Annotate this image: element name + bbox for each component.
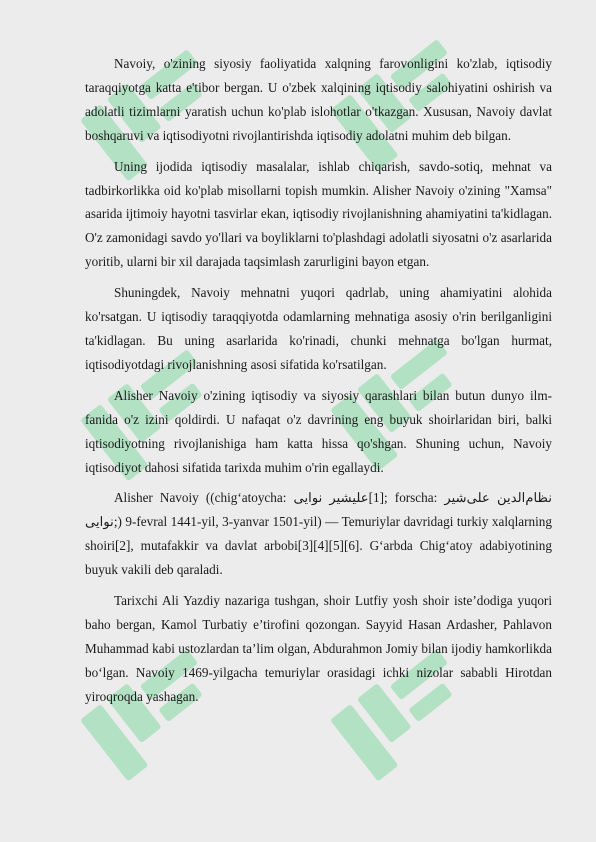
paragraph: Navoiy, o'zining siyosiy faoliyatida xalqning farovonligini ko'zlab, iqtisodiy taraqqiyotga katta e'tibor bergan. U o'zbek xalqining iqtisodiy salohiyatini oshirish va adolatli tizimlarni yaratish uchun ko'plab islohotlar o'tkazgan. Xususan, Navoiy davlat boshqaruvi va iqtisodiyotni rivojlantirishda iqtisodiy adolatni muhim deb bilgan. bbox=[85, 56, 552, 143]
paragraph: Alisher Navoiy o'zining iqtisodiy va siyosiy qarashlari bilan butun dunyo ilm-fanida o'z izini qoldirdi. U nafaqat o'z davrining eng buyuk shoirlaridan biri, balki iqtisodiyotning rivojlanishiga ham katta hissa qo'shgan. Shuning uchun, Navoiy iqtisodiyot dahosi sifatida tarixda muhim o'rin egallaydi. bbox=[85, 387, 552, 475]
paragraph: Alisher Navoiy ((chig‘atoycha: علیشیر نوایی‎[1]; forscha: نظام‌الدین علی‌شیر نوایی‎;) 9-fevral 1441-yil, 3-yanvar 1501-yil) — Temuriylar davridagi turkiy xalqlarning shoiri[2], mutafakkir va davlat arbobi[3][4][5][6]. G‘arbda Chig‘atoy adabiyotining buyuk vakili deb qaraladi. bbox=[85, 490, 552, 578]
paragraph: Uning ijodida iqtisodiy masalalar, ishlab chiqarish, savdo-sotiq, mehnat va tadbirkorlikka oid ko'plab misollarni topish mumkin. Alisher Navoiy o'zining "Xamsa" asarida ijtimoiy hayotni tasvirlar ekan, iqtisodiy rivojlanishning ahamiyatini ta'kidlagan. O'z zamonidagi savdo yo'llari va boyliklarni to'plashdagi adolatli siyosatni o'z asarlarida yoritib, ularni bir xil darajada taqsimlash zarurligini bayon etgan. bbox=[85, 158, 552, 270]
paragraph: Shuningdek, Navoiy mehnatni yuqori qadrlab, uning ahamiyatini alohida ko'rsatgan. U iqtisodiy taraqqiyotda odamlarning mehnatiga asosiy o'rin berilganligini ta'kidlagan. Bu uning asarlarida ko'rinadi, chunki mehnatga bo'lgan hurmat, iqtisodiyotdagi rivojlanishning asosi sifatida ko'rsatilgan. bbox=[85, 285, 552, 372]
document-body bbox=[85, 52, 552, 716]
paragraph: Tarixchi Ali Yazdiy nazariga tushgan, shoir Lutfiy yosh shoir iste’dodiga yuqori baho bergan, Kamol Turbatiy e’tirofini qozongan. Sayyid Hasan Ardasher, Pahlavon Muhammad kabi ustozlardan ta’lim olgan, Abdurahmon Jomiy bilan ijodiy hamkorlikda bo‘lgan. Navoiy 1469-yilgacha temuriylar orasidagi ichki nizolar sababli Hirotdan yiroqroqda yashagan. bbox=[85, 593, 552, 704]
